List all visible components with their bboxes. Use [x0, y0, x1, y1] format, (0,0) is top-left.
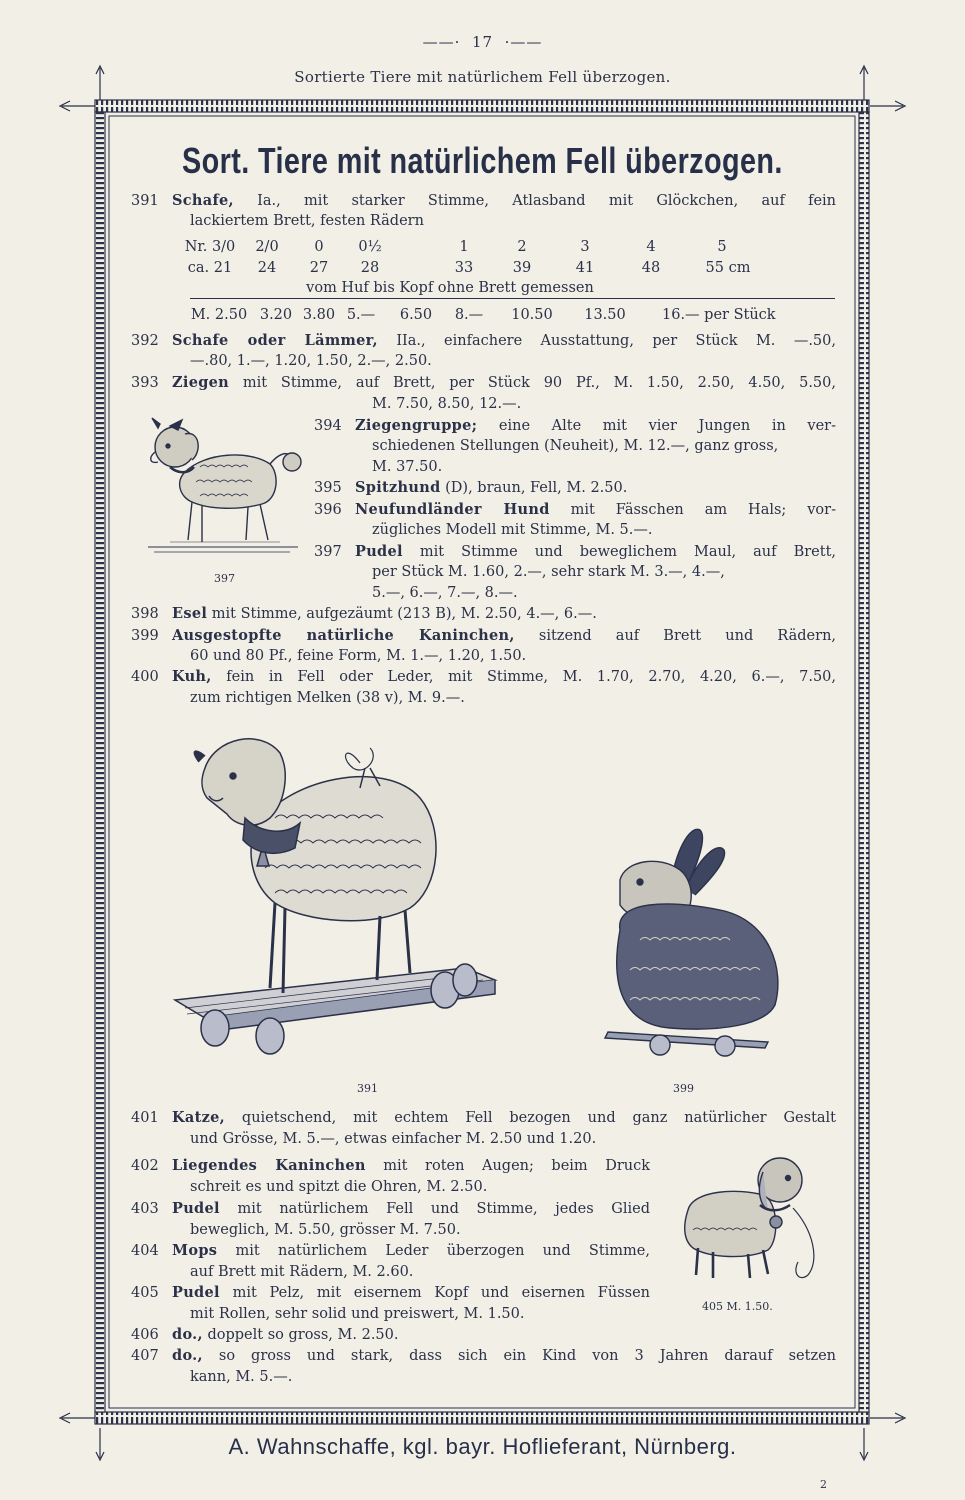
item-404-heading: Mops	[172, 1242, 218, 1259]
table-cell: 2/0	[255, 239, 279, 255]
item-401-line-1: Katze, quietschend, mit echtem Fell bezogen und ganz natürlicher Gestalt	[172, 1109, 837, 1126]
item-403-line-1: Pudel mit natürlichem Fell und Stimme, jedes Glied	[172, 1200, 650, 1217]
item-396-line-1: Neufundländer Hund mit Fässchen am Hals; vor-	[355, 501, 836, 518]
item-391-number: 391	[131, 193, 159, 209]
item-393-number: 393	[131, 375, 159, 391]
item-401-line-2: und Grösse, M. 5.—, etwas einfacher M. 2.50 und 1.20.	[190, 1131, 597, 1147]
item-406-heading: do.,	[172, 1326, 203, 1343]
item-405-line-1: Pudel mit Pelz, mit eisernem Kopf und eisernen Füssen	[172, 1284, 650, 1301]
table-cell: 8.—	[454, 307, 484, 323]
table-cell: 33	[454, 260, 474, 276]
item-396-line-2: zügliches Modell mit Stimme, M. 5.—.	[372, 522, 653, 538]
item-391-line-1: Schafe, Ia., mit starker Stimme, Atlasband mit Glöckchen, auf fein	[172, 192, 837, 209]
item-402-number: 402	[131, 1158, 159, 1174]
poodle-illustration	[130, 412, 310, 562]
table-cell: 24	[257, 260, 277, 276]
item-402-line-2: schreit es und spitzt die Ohren, M. 2.50.	[190, 1179, 488, 1195]
item-394-line-1: Ziegengruppe; eine Alte mit vier Jungen in ver-	[355, 417, 837, 434]
item-400-heading: Kuh,	[172, 668, 212, 685]
table-cell: 4	[646, 239, 656, 255]
item-405-line-2: mit Rollen, sehr solid und preiswert, M. 1.50.	[190, 1306, 525, 1322]
item-402-line-1: Liegendes Kaninchen mit roten Augen; beim Druck	[172, 1157, 650, 1174]
sheep-illustration	[165, 718, 505, 1058]
page-number: 17	[471, 33, 494, 51]
table-cell: 3	[580, 239, 590, 255]
item-399-line-1: Ausgestopfte natürliche Kaninchen, sitzend auf Brett und Rädern,	[172, 627, 837, 644]
table-cell: 27	[309, 260, 329, 276]
item-398-heading: Esel	[172, 605, 208, 622]
table-cell: 0	[314, 239, 324, 255]
table-cell: 3.20	[259, 307, 293, 323]
item-401-number: 401	[131, 1110, 159, 1126]
table-cell: ca. 21	[187, 260, 233, 276]
item-404-line-2: auf Brett mit Rädern, M. 2.60.	[190, 1264, 414, 1280]
item-392-number: 392	[131, 333, 159, 349]
publisher-footer: A. Wahnschaffe, kgl. bayr. Hoflieferant, Nürnberg.	[228, 1434, 737, 1459]
table-cell: 13.50	[584, 307, 626, 323]
running-head: Sortierte Tiere mit natürlichem Fell überzogen.	[294, 68, 671, 86]
table-cell: M. 2.50	[190, 307, 248, 323]
figure-397-caption: 397	[214, 572, 235, 585]
item-396-heading: Neufundländer Hund	[355, 501, 550, 518]
item-394-line-2: schiedenen Stellungen (Neuheit), M. 12.—, ganz gross,	[372, 438, 779, 454]
table-cell: 0½	[358, 239, 382, 255]
item-392-heading: Schafe oder Lämmer,	[172, 332, 378, 349]
table-cell: 2	[517, 239, 527, 255]
item-395-heading: Spitzhund	[355, 479, 441, 496]
item-394-heading: Ziegengruppe;	[355, 417, 478, 434]
table-rule	[190, 298, 835, 299]
item-405-number: 405	[131, 1285, 159, 1301]
table-cell: 16.— per Stück	[662, 307, 776, 323]
item-400-number: 400	[131, 669, 159, 685]
item-399-heading: Ausgestopfte natürliche Kaninchen,	[172, 627, 515, 644]
item-391-line-2: lackiertem Brett, festen Rädern	[190, 213, 424, 229]
item-393-line-1: Ziegen mit Stimme, auf Brett, per Stück 90 Pf., M. 1.50, 2.50, 4.50, 5.50,	[172, 374, 836, 391]
table-cell: 5.—	[346, 307, 376, 323]
table-cell: 10.50	[511, 307, 553, 323]
item-397-number: 397	[314, 544, 342, 560]
small-poodle-illustration	[668, 1150, 828, 1290]
figure-391-caption: 391	[357, 1082, 378, 1095]
item-393-heading: Ziegen	[172, 374, 230, 391]
item-399-line-2: 60 und 80 Pf., feine Form, M. 1.—, 1.20, 1.50.	[190, 648, 527, 664]
item-398-line-1: Esel mit Stimme, aufgezäumt (213 B), M. 2.50, 4.—, 6.—.	[172, 605, 597, 622]
table-cell: 39	[512, 260, 532, 276]
item-393-line-2: M. 7.50, 8.50, 12.—.	[372, 396, 522, 412]
item-394-line-3: M. 37.50.	[372, 459, 443, 475]
item-407-line-2: kann, M. 5.—.	[190, 1369, 293, 1385]
figure-405-caption: 405 M. 1.50.	[702, 1300, 773, 1313]
item-403-line-2: beweglich, M. 5.50, grösser M. 7.50.	[190, 1222, 461, 1238]
table-cell: 3.80	[302, 307, 336, 323]
item-391-heading: Schafe,	[172, 192, 234, 209]
table-cell: 6.50	[399, 307, 433, 323]
item-407-number: 407	[131, 1348, 159, 1364]
item-397-line-3: 5.—, 6.—, 7.—, 8.—.	[372, 585, 518, 601]
item-398-number: 398	[131, 606, 159, 622]
table-cell: Nr. 3/0	[184, 239, 236, 255]
item-404-line-1: Mops mit natürlichem Leder überzogen und Stimme,	[172, 1242, 650, 1259]
item-405-heading: Pudel	[172, 1284, 220, 1301]
figure-399-caption: 399	[673, 1082, 694, 1095]
page-title: Sort. Tiere mit natürlichem Fell überzogen.	[182, 140, 783, 181]
table-cell: 55 cm	[705, 260, 751, 276]
page-number-line: ——· 17 ·——	[422, 33, 543, 51]
item-407-heading: do.,	[172, 1347, 203, 1364]
item-394-number: 394	[314, 418, 342, 434]
item-406-line-1: do., doppelt so gross, M. 2.50.	[172, 1326, 399, 1343]
item-392-line-2: —.80, 1.—, 1.20, 1.50, 2.—, 2.50.	[190, 353, 432, 369]
item-397-heading: Pudel	[355, 543, 403, 560]
item-407-line-1: do., so gross und stark, dass sich ein Kind von 3 Jahren darauf setzen	[172, 1347, 836, 1364]
table-cell: 5	[717, 239, 727, 255]
item-397-line-2: per Stück M. 1.60, 2.—, sehr stark M. 3.—, 4.—,	[372, 564, 725, 580]
item-402-heading: Liegendes Kaninchen	[172, 1157, 366, 1174]
item-392-line-1: Schafe oder Lämmer, IIa., einfachere Ausstattung, per Stück M. —.50,	[172, 332, 836, 349]
item-397-line-1: Pudel mit Stimme und beweglichem Maul, auf Brett,	[355, 543, 837, 560]
item-404-number: 404	[131, 1243, 159, 1259]
item-401-heading: Katze,	[172, 1109, 226, 1126]
item-406-number: 406	[131, 1327, 159, 1343]
table-note: vom Huf bis Kopf ohne Brett gemessen	[306, 280, 594, 296]
table-cell: 41	[575, 260, 595, 276]
table-cell: 1	[459, 239, 469, 255]
item-403-heading: Pudel	[172, 1200, 220, 1217]
item-400-line-1: Kuh, fein in Fell oder Leder, mit Stimme, M. 1.70, 2.70, 4.20, 6.—, 7.50,	[172, 668, 836, 685]
item-396-number: 396	[314, 502, 342, 518]
signature-mark: 2	[820, 1478, 827, 1491]
table-cell: 48	[641, 260, 661, 276]
item-395-number: 395	[314, 480, 342, 496]
item-400-line-2: zum richtigen Melken (38 v), M. 9.—.	[190, 690, 465, 706]
item-395-line-1: Spitzhund (D), braun, Fell, M. 2.50.	[355, 479, 628, 496]
item-399-number: 399	[131, 628, 159, 644]
item-403-number: 403	[131, 1201, 159, 1217]
table-cell: 28	[360, 260, 380, 276]
rabbit-illustration	[600, 820, 790, 1050]
